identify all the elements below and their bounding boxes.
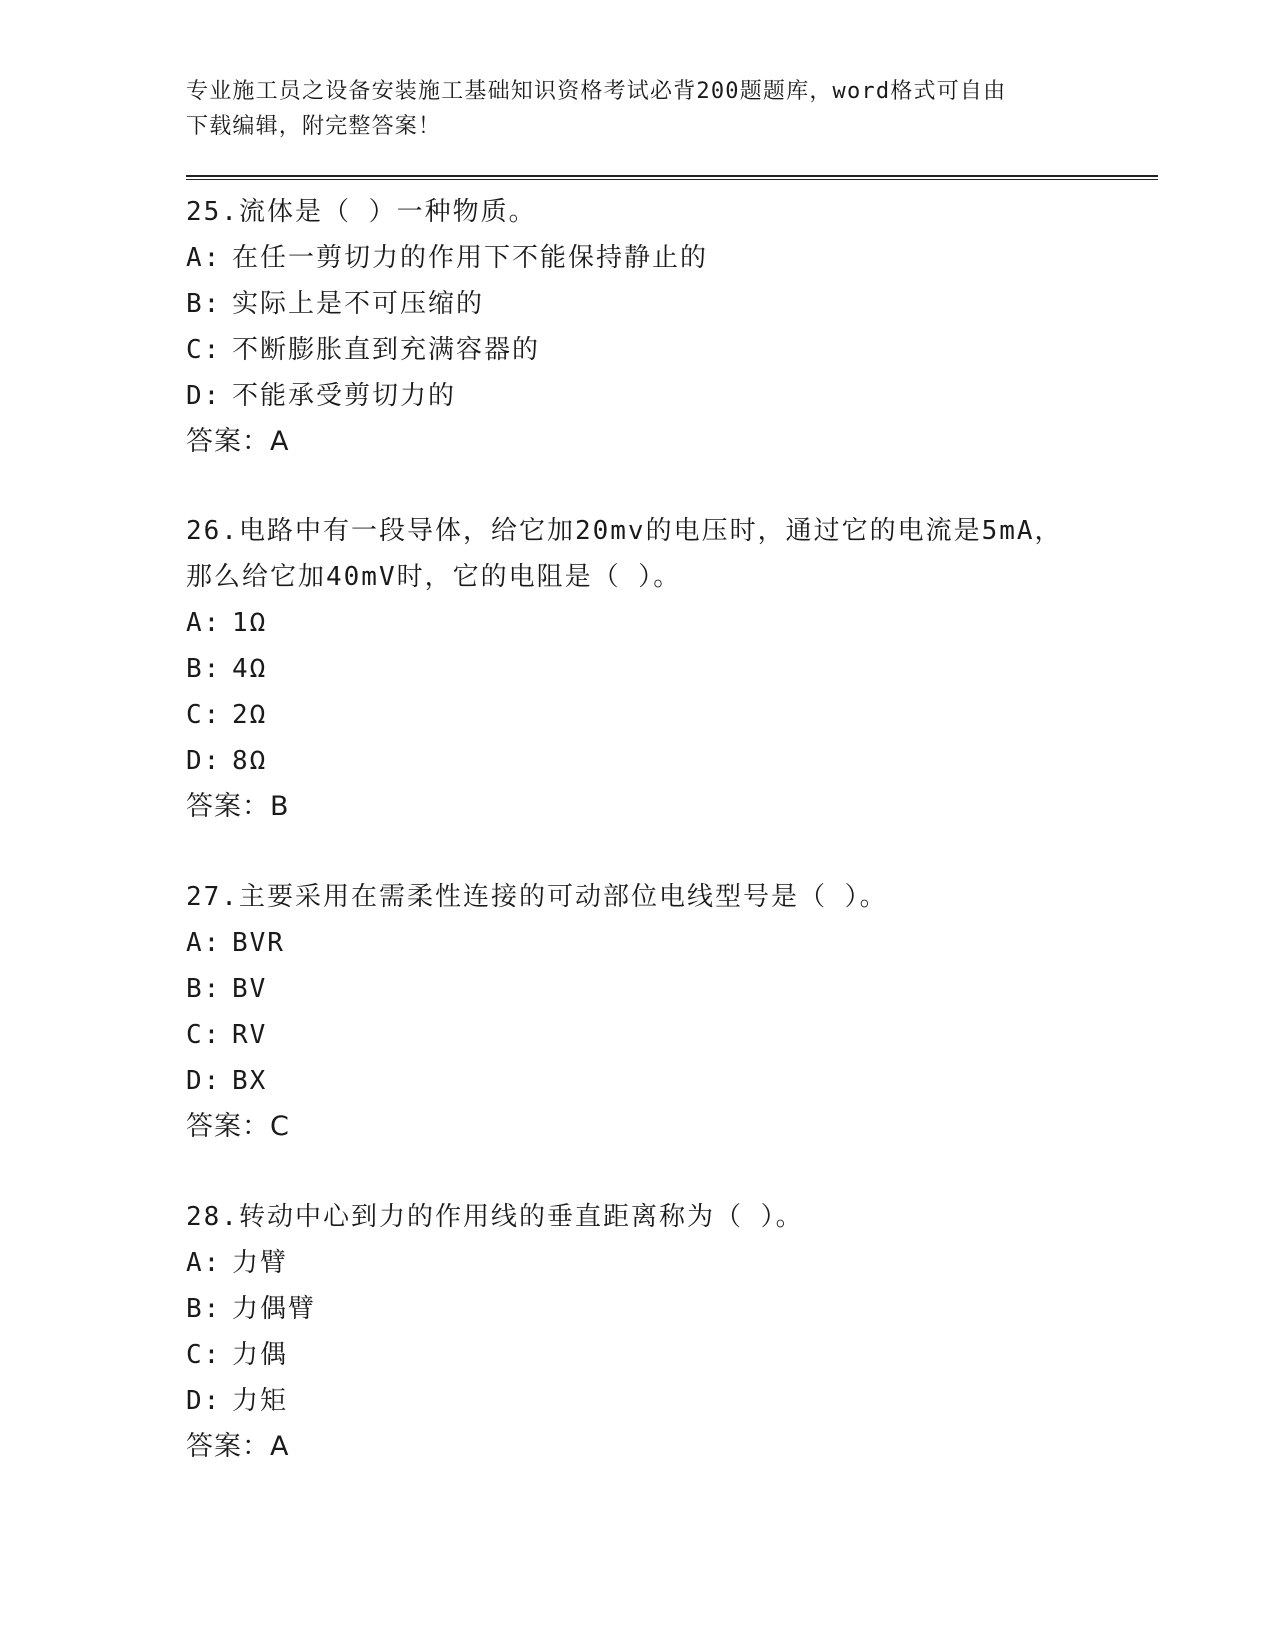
answer-value: C	[270, 1111, 290, 1142]
option-text: 8Ω	[232, 746, 268, 776]
option-d	[186, 373, 1086, 419]
option-letter: C:	[186, 1020, 222, 1050]
question-26	[186, 508, 1086, 830]
header-line-1: 专业施工员之设备安装施工基础知识资格考试必背200题题库，word格式可自由	[186, 79, 1007, 104]
option-d	[186, 738, 1086, 784]
option-text: BVR	[232, 928, 285, 958]
option-letter: D:	[186, 381, 222, 411]
option-b	[186, 1286, 1086, 1332]
question-stem: 28.转动中心到力的作用线的垂直距离称为（ ）。	[186, 1202, 804, 1232]
option-letter: B:	[186, 1294, 222, 1324]
option-text: 1Ω	[232, 608, 268, 638]
option-letter: B:	[186, 289, 222, 319]
option-letter: D:	[186, 1386, 222, 1416]
option-c	[186, 1332, 1086, 1378]
option-letter: D:	[186, 746, 222, 776]
option-text: 实际上是不可压缩的	[232, 289, 485, 319]
option-b	[186, 281, 1086, 327]
option-text: 力偶臂	[232, 1294, 317, 1324]
option-a	[186, 920, 1086, 966]
option-letter: A:	[186, 243, 222, 273]
answer-value: A	[270, 1431, 290, 1462]
option-text: BX	[232, 1066, 268, 1096]
document-header	[186, 74, 1086, 144]
answer-label: 答案：	[186, 791, 270, 822]
question-stem: 27.主要采用在需柔性连接的可动部位电线型号是（ ）。	[186, 882, 888, 912]
answer-label: 答案：	[186, 426, 270, 457]
option-letter: C:	[186, 335, 222, 365]
answer-value: A	[270, 426, 290, 457]
answer-line	[186, 419, 1086, 465]
answer-label: 答案：	[186, 1431, 270, 1462]
question-stem: 26.电路中有一段导体，给它加20mv的电压时，通过它的电流是5mA，	[186, 516, 1063, 546]
option-c	[186, 692, 1086, 738]
option-b	[186, 966, 1086, 1012]
option-a	[186, 1240, 1086, 1286]
option-letter: C:	[186, 700, 222, 730]
option-letter: A:	[186, 608, 222, 638]
option-letter: C:	[186, 1340, 222, 1370]
answer-value: B	[270, 791, 290, 822]
option-d	[186, 1058, 1086, 1104]
answer-line	[186, 1104, 1086, 1150]
option-text: BV	[232, 974, 268, 1004]
option-text: 力臂	[232, 1248, 289, 1278]
option-a	[186, 235, 1086, 281]
option-text: 力偶	[232, 1340, 289, 1370]
option-d	[186, 1378, 1086, 1424]
question-stem: 25.流体是（ ）一种物质。	[186, 197, 537, 227]
question-25	[186, 189, 1086, 465]
option-text: 2Ω	[232, 700, 268, 730]
option-c	[186, 1012, 1086, 1058]
option-text: 不能承受剪切力的	[232, 381, 457, 411]
option-text: 力矩	[232, 1386, 289, 1416]
option-letter: A:	[186, 1248, 222, 1278]
option-text: 4Ω	[232, 654, 268, 684]
question-27	[186, 874, 1086, 1150]
header-line-2: 下载编辑，附完整答案！	[186, 114, 442, 139]
option-letter: A:	[186, 928, 222, 958]
option-letter: D:	[186, 1066, 222, 1096]
option-text: RV	[232, 1020, 268, 1050]
option-text: 不断膨胀直到充满容器的	[232, 335, 541, 365]
answer-line	[186, 1424, 1086, 1470]
header-divider	[186, 175, 1158, 180]
answer-line	[186, 784, 1086, 830]
question-stem-continued: 那么给它加40mV时，它的电阻是（ ）。	[186, 562, 682, 592]
option-c	[186, 327, 1086, 373]
option-text: 在任一剪切力的作用下不能保持静止的	[232, 243, 709, 273]
option-a	[186, 600, 1086, 646]
option-b	[186, 646, 1086, 692]
question-28	[186, 1194, 1086, 1470]
option-letter: B:	[186, 654, 222, 684]
answer-label: 答案：	[186, 1111, 270, 1142]
option-letter: B:	[186, 974, 222, 1004]
